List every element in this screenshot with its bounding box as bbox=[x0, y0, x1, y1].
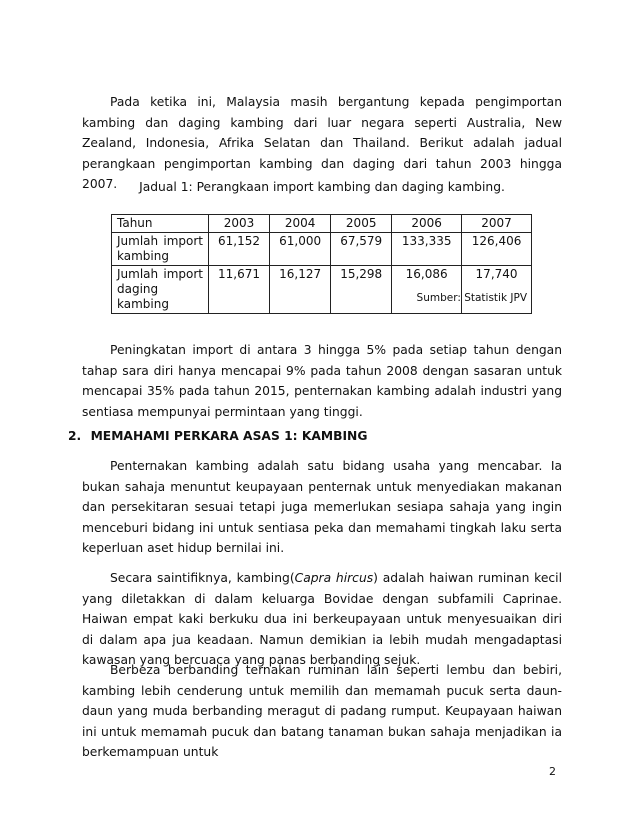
text-run: ) adalah haiwan ruminan kecil yang diletakkan di dalam keluarga Bovidae dengan subfamili Caprinae. Haiwan empat kaki berkuku dua ini berkeupayaan untuk menyesuaikan diri di dalam apa jua keadaan. Namun demikian ia lebih mudah mengadaptasi kawasan yang bercuaca yang panas berbanding sejuk. bbox=[82, 571, 563, 667]
table-cell: 61,000 bbox=[270, 233, 331, 266]
row-label-word: kambing bbox=[117, 249, 169, 263]
table-cell: 11,671 bbox=[209, 266, 270, 314]
row-label-word: import bbox=[163, 234, 203, 248]
table-row bbox=[112, 266, 532, 314]
table-source-note: Sumber: Statistik JPV bbox=[416, 292, 527, 304]
paragraph-scientific-classification bbox=[82, 568, 562, 671]
table-cell: 67,579 bbox=[331, 233, 392, 266]
section-number: 2. bbox=[68, 429, 82, 443]
page-number: 2 bbox=[549, 765, 556, 778]
table-header-label: Tahun bbox=[112, 215, 209, 233]
table-row-label bbox=[112, 266, 209, 314]
section-heading bbox=[68, 427, 367, 445]
row-label-word: daging kambing bbox=[117, 282, 169, 311]
table-cell: 133,335 bbox=[392, 233, 462, 266]
table-cell: 15,298 bbox=[331, 266, 392, 314]
row-label-word: Jumlah bbox=[117, 234, 159, 248]
paragraph-goat-farming: Penternakan kambing adalah satu bidang usaha yang mencabar. Ia bukan sahaja menuntut keupayaan penternak untuk menyediakan makanan dan persekitaran sesuai tetapi juga memerlukan sesiapa sahaja yang ingin menceburi bidang ini untuk sentiasa peka dan memahami tingkah laku serta keperluan aset hidup bernilai ini. bbox=[82, 459, 562, 555]
table-cell: 16,127 bbox=[270, 266, 331, 314]
table-cell: 61,152 bbox=[209, 233, 270, 266]
table-header-year: 2006 bbox=[392, 215, 462, 233]
text-run: Secara saintifiknya, kambing( bbox=[110, 571, 295, 585]
section-title: MEMAHAMI PERKARA ASAS 1: KAMBING bbox=[90, 429, 368, 443]
table-header-year: 2005 bbox=[331, 215, 392, 233]
paragraph-import-growth: Peningkatan import di antara 3 hingga 5% pada setiap tahun dengan tahap sara diri hanya mencapai 9% pada tahun 2008 dengan sasaran untuk mencapai 35% pada tahun 2015, penternakan kambing adalah industri yang sentiasa mempunyai permintaan yang tinggi. bbox=[82, 343, 562, 419]
table-header-year: 2003 bbox=[209, 215, 270, 233]
paragraph-import-dependence: Pada ketika ini, Malaysia masih bergantung kepada pengimportan kambing dan daging kambing dari luar negara seperti Australia, New Zealand, Indonesia, Afrika Selatan dan Thailand. Berikut adalah jadual perangkaan pengimportan kambing dan daging dari tahun 2003 hingga 2007. bbox=[82, 95, 562, 191]
row-label-word: import bbox=[163, 267, 203, 281]
paragraph-feeding-behavior: Berbeza berbanding ternakan ruminan lain seperti lembu dan bebiri, kambing lebih cenderung untuk memilih dan memamah pucuk serta daun-daun yang muda berbanding meragut di padang rumput. Keupayaan haiwan ini untuk memamah pucuk dan batang tanaman bukan sahaja menjadikan ia berkemampuan untuk bbox=[82, 663, 562, 759]
species-name: Capra hircus bbox=[294, 571, 374, 585]
row-label-word: Jumlah bbox=[117, 267, 159, 281]
table-caption: Jadual 1: Perangkaan import kambing dan daging kambing. bbox=[139, 180, 505, 194]
table-header-year: 2004 bbox=[270, 215, 331, 233]
table-header-year: 2007 bbox=[462, 215, 532, 233]
table-header-row bbox=[112, 215, 532, 233]
table-row-label bbox=[112, 233, 209, 266]
table-cell: 16,086 bbox=[392, 266, 462, 314]
table-cell: 17,740 bbox=[462, 266, 532, 314]
table-row bbox=[112, 233, 532, 266]
table-cell: 126,406 bbox=[462, 233, 532, 266]
